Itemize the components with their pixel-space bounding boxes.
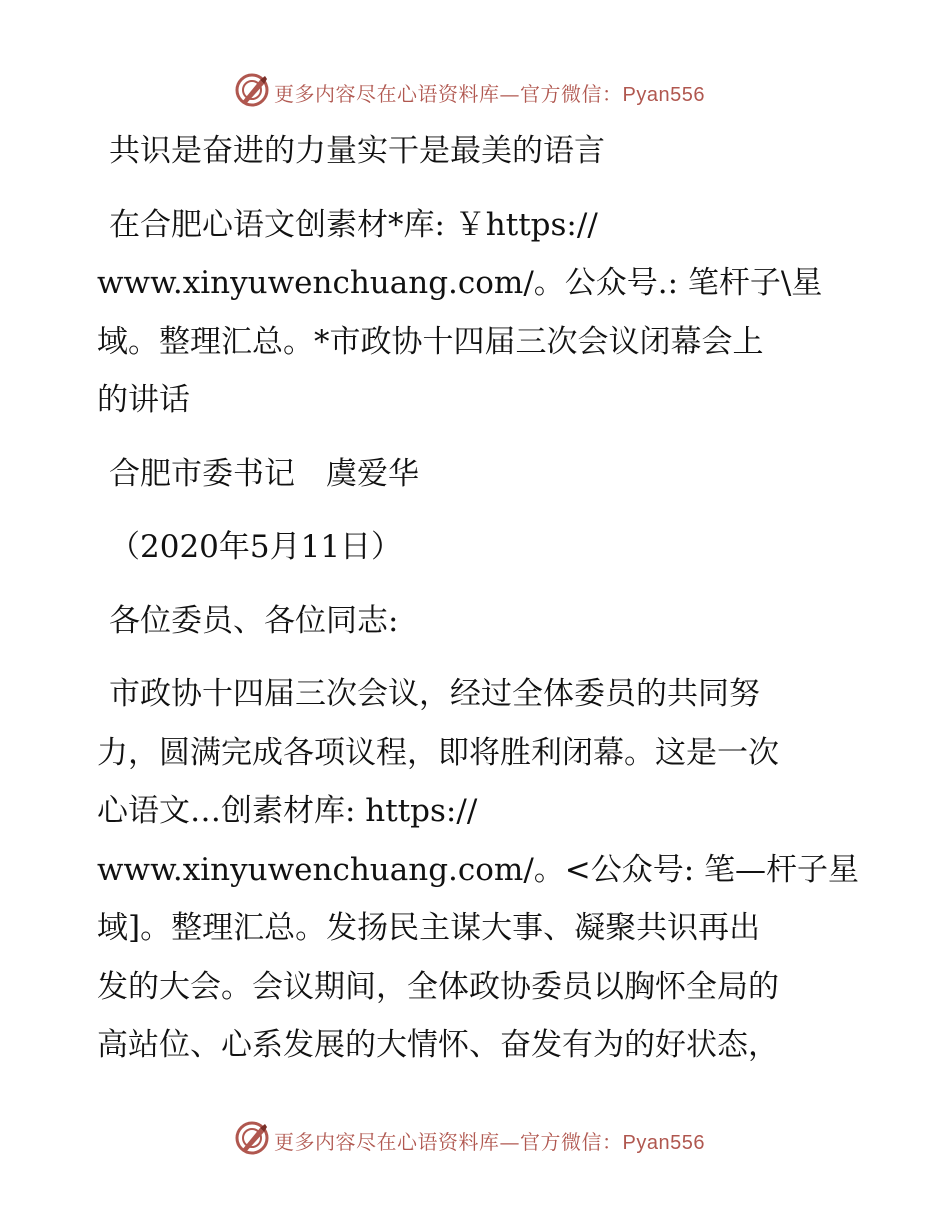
intro-line: 域。整理汇总。*市政协十四届三次会议闭幕会上 — [97, 323, 764, 360]
intro-line: www.xinyuwenchuang.com/。公众号.: 笔杆子\星 — [97, 265, 823, 301]
intro-paragraph — [97, 196, 857, 430]
date-text: （2020年5月11日） — [109, 529, 403, 565]
body-line: 域]。整理汇总。发扬民主谋大事、凝聚共识再出 — [97, 910, 761, 946]
banner-separator: — — [499, 1130, 520, 1154]
doc-title — [97, 122, 857, 181]
greeting-line — [97, 592, 857, 651]
banner-text — [274, 1126, 705, 1155]
intro-line: 的讲话 — [97, 382, 190, 418]
date-line — [97, 518, 857, 577]
author-line — [97, 445, 857, 504]
banner-sub: 官方微信： — [520, 82, 623, 106]
banner-wechat-id: Pyan556 — [622, 1132, 705, 1154]
banner-separator: — — [499, 82, 520, 106]
body-paragraph — [97, 665, 860, 1075]
banner-main: 更多内容尽在心语资料库 — [274, 82, 500, 106]
pen-logo-icon — [234, 72, 270, 108]
banner-sub: 官方微信： — [520, 1130, 623, 1154]
author-text: 合肥市委书记 虞爱华 — [109, 455, 419, 492]
body-line: 发的大会。会议期间，全体政协委员以胸怀全局的 — [97, 968, 779, 1005]
body-line: 力，圆满完成各项议程，即将胜利闭幕。这是一次 — [97, 734, 779, 771]
body-line: 心语文…创素材库: https:// — [97, 793, 478, 829]
banner-main: 更多内容尽在心语资料库 — [274, 1130, 500, 1154]
banner-wechat-id: Pyan556 — [622, 84, 705, 106]
pen-logo-icon — [234, 1120, 270, 1156]
body-line: 高站位、心系发展的大情怀、奋发有为的好状态， — [97, 1027, 779, 1063]
document-body — [97, 122, 860, 1090]
footer-banner — [0, 1118, 950, 1158]
body-line: 市政协十四届三次会议，经过全体委员的共同努 — [109, 676, 760, 712]
greeting-text: 各位委员、各位同志: — [109, 602, 399, 639]
banner-text — [274, 78, 705, 107]
intro-line: 在合肥心语文创素材*库: ￥https:// — [109, 206, 598, 243]
doc-title-text: 共识是奋进的力量实干是最美的语言 — [109, 133, 605, 169]
header-banner — [0, 70, 950, 110]
body-line: www.xinyuwenchuang.com/。<公众号: 笔—杆子星 — [97, 851, 860, 888]
